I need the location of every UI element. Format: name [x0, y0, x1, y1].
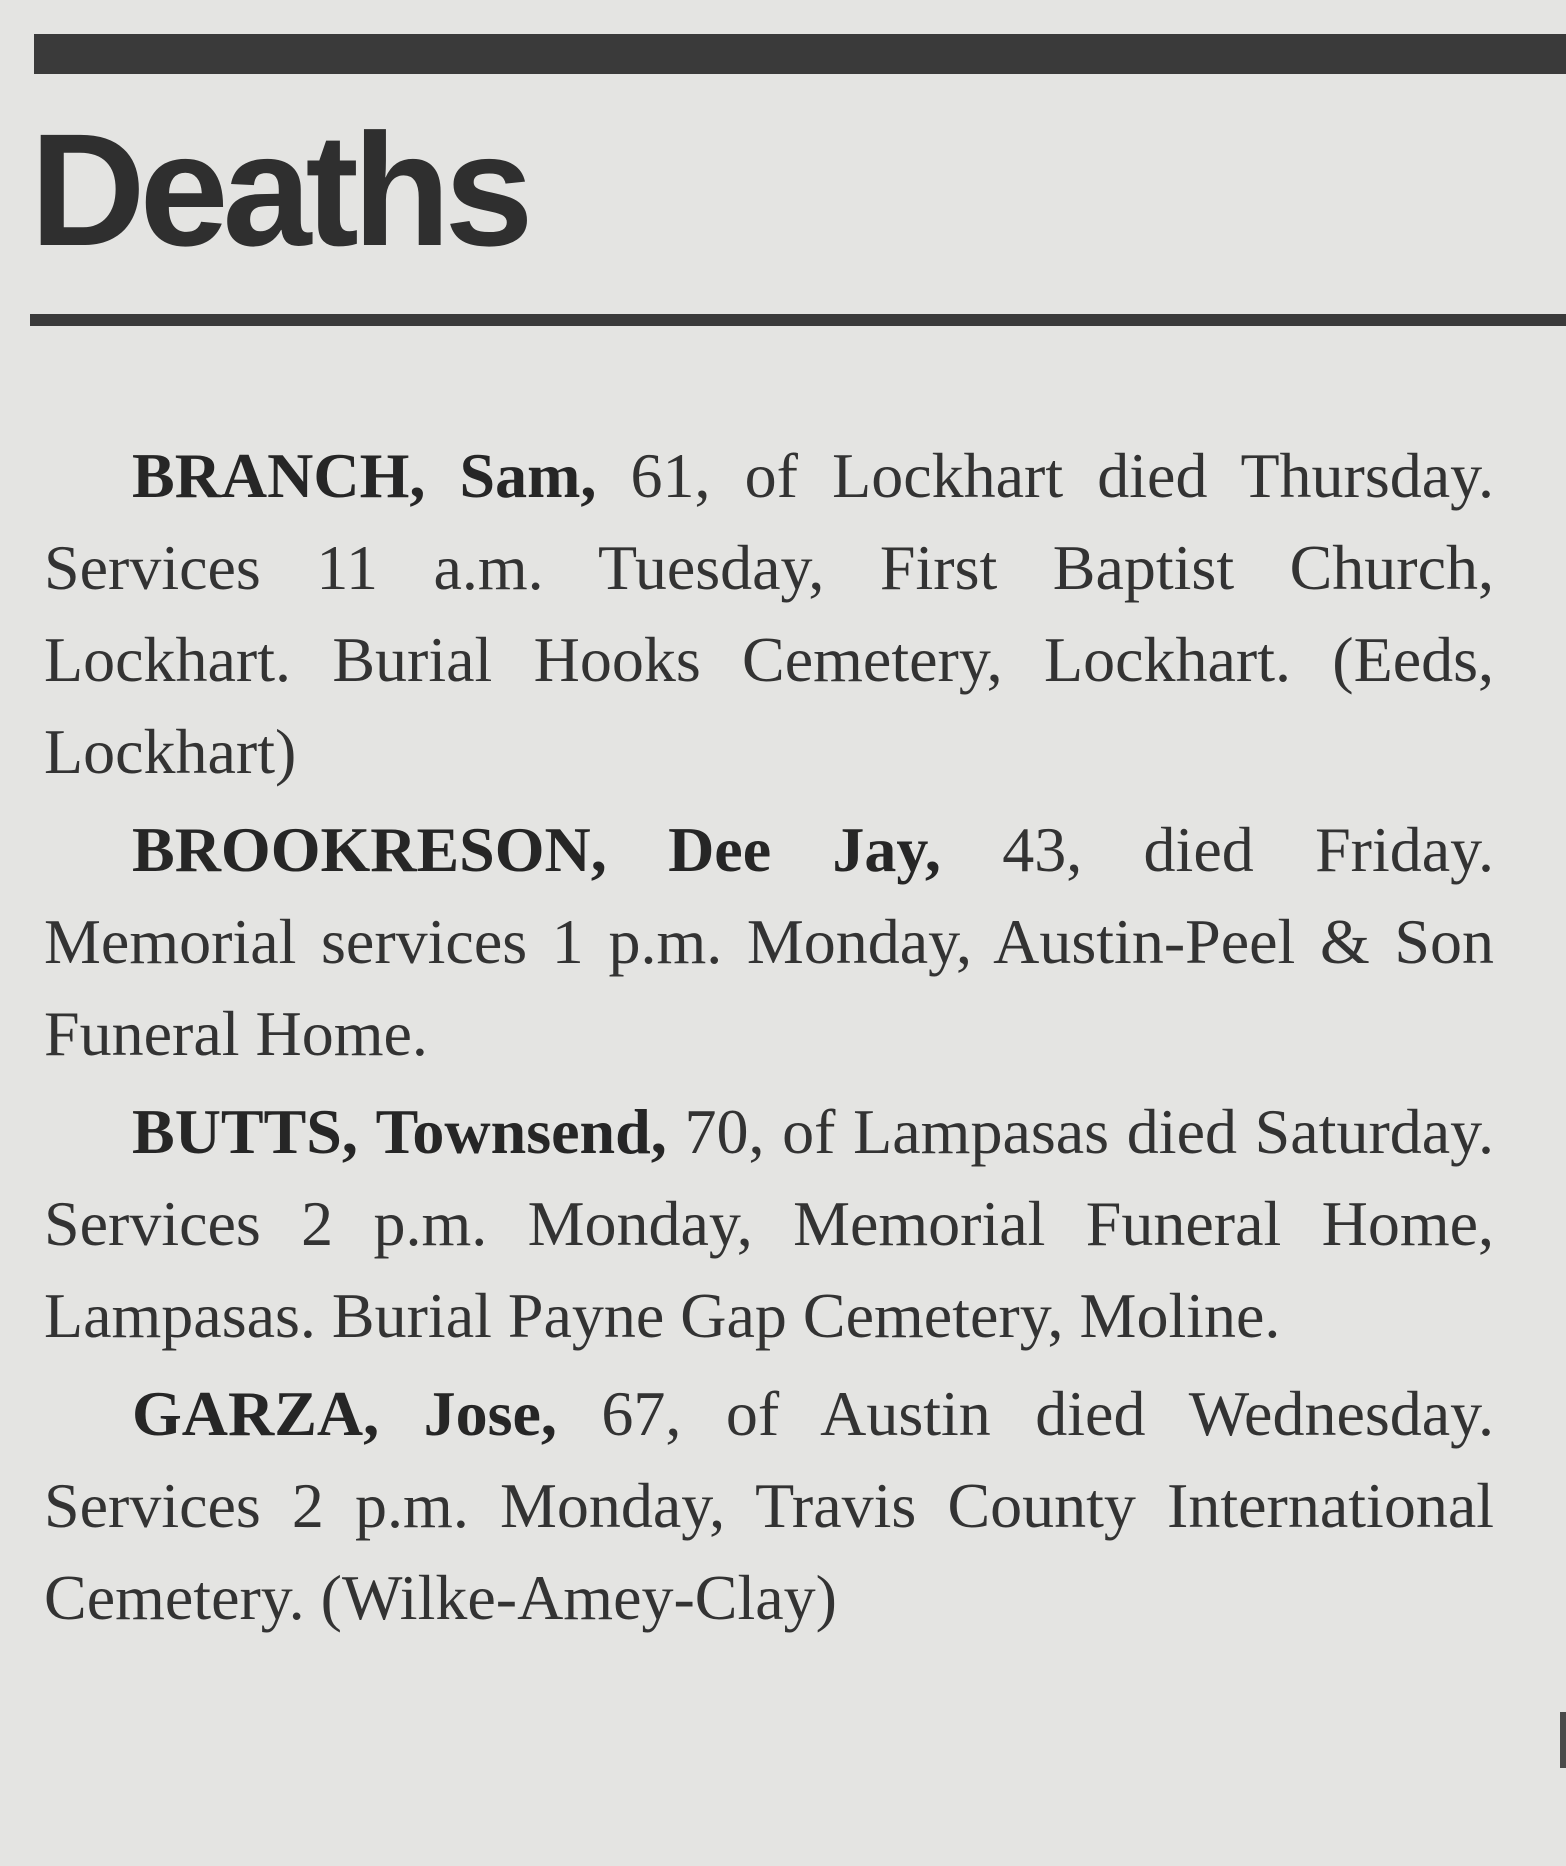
- page-edge-mark: [1560, 1712, 1566, 1768]
- obituary-text: 61, of Lockhart died Thursday. Services 11 a.m. Tuesday, First Baptist Church, Lockhart. Burial Hooks Cemetery, Lockhart. (Eeds, Lockhart): [44, 440, 1494, 787]
- obituary-surname: BROOKRESON,: [132, 814, 607, 885]
- obituary-text: 67, of Austin died Wednesday. Services 2 p.m. Monday, Travis County International Cemetery. (Wilke-Amey-Clay): [44, 1378, 1494, 1633]
- obituary-given-name: Dee Jay,: [668, 814, 941, 885]
- obituary-surname: GARZA,: [132, 1378, 380, 1449]
- obituary-entry-butts: [44, 1086, 1494, 1362]
- obituary-column: [44, 430, 1494, 1650]
- obituary-given-name: Jose,: [423, 1378, 557, 1449]
- obituary-given-name: Townsend,: [375, 1096, 667, 1167]
- section-heading: Deaths: [30, 100, 528, 279]
- obituary-entry-garza: [44, 1368, 1494, 1644]
- obituary-text: 43, died Friday. Memorial services 1 p.m. Monday, Austin-Peel & Son Funeral Home.: [44, 814, 1495, 1069]
- obituary-entry-branch: [44, 430, 1494, 798]
- heading-rule: [30, 314, 1566, 326]
- obituary-text: 70, of Lampasas died Saturday. Services 2 p.m. Monday, Memorial Funeral Home, Lampasas. Burial Payne Gap Cemetery, Moline.: [44, 1096, 1495, 1351]
- obituary-surname: BRANCH,: [132, 440, 426, 511]
- obituary-entry-brookreson: [44, 804, 1494, 1080]
- obituary-given-name: Sam,: [459, 440, 597, 511]
- top-rule: [34, 34, 1566, 74]
- obituary-surname: BUTTS,: [132, 1096, 358, 1167]
